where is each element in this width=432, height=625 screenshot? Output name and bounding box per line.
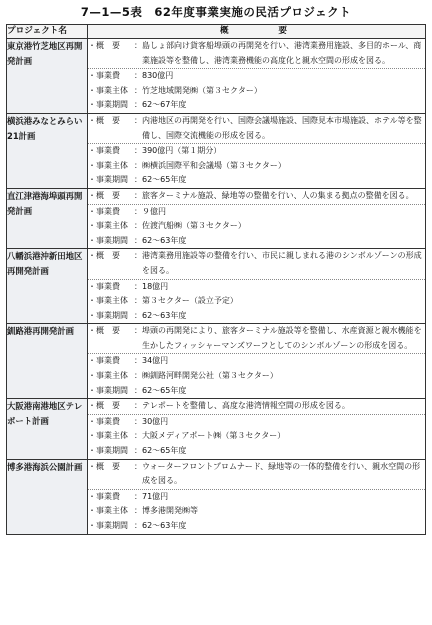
body-line: ・ 事業主体 ： 博多港開発㈱等 [88, 504, 425, 519]
body-label: ・ 事業主体 [88, 504, 134, 519]
projects-table [6, 24, 426, 535]
period-label: ・ 事業期間 [88, 444, 134, 459]
cost-value: 71億円 [142, 491, 169, 501]
body-value: 佐渡汽船㈱（第３セクター） [142, 221, 246, 231]
summary-text: ウォーターフロントプロムナード、緑地等の一体的整備を行い、親水空間の形成を図る。 [142, 461, 421, 486]
period-value: 62～65年度 [142, 385, 187, 395]
cost-value: 18億円 [142, 281, 169, 291]
table-header-row [7, 25, 426, 39]
period-line: ・ 事業期間 ： 62～63年度 [88, 519, 425, 534]
project-details [88, 399, 426, 459]
summary-label: ・ 概 要 [88, 114, 134, 143]
summary-label: ・ 概 要 [88, 324, 134, 353]
cost-label: ・ 事業費 [88, 415, 134, 430]
table-row [7, 39, 426, 114]
summary-label: ・ 概 要 [88, 189, 134, 204]
project-name: 大阪港南港地区テレポート計画 [7, 399, 88, 459]
summary-text: 港湾業務用施設等の整備を行い、市民に親しまれる港のシンボルゾーンの形成を図る。 [142, 251, 422, 275]
summary-label: ・ 概 要 [88, 39, 134, 68]
cost-label: ・ 事業費 [88, 490, 134, 505]
body-line: ・ 事業主体 ： 第３セクター（設立予定） [88, 294, 425, 309]
column-header-project: プロジェクト名 [7, 25, 88, 39]
period-line: ・ 事業期間 ： 62～65年度 [88, 173, 425, 188]
summary-label: ・ 概 要 [88, 249, 134, 278]
cost-line: ・ 事業費 ： 18億円 [88, 280, 425, 295]
table-row [7, 249, 426, 324]
body-value: ㈱横浜国際平和会議場（第３セクター） [142, 160, 286, 170]
cost-label: ・ 事業費 [88, 144, 134, 159]
cost-label: ・ 事業費 [88, 354, 134, 369]
summary-label: ・ 概 要 [88, 460, 134, 489]
period-value: 62～65年度 [142, 175, 187, 185]
table-row [7, 399, 426, 459]
period-label: ・ 事業期間 [88, 234, 134, 249]
body-value: 博多港開発㈱等 [142, 506, 198, 516]
body-label: ・ 事業主体 [88, 429, 134, 444]
body-label: ・ 事業主体 [88, 294, 134, 309]
period-line: ・ 事業期間 ： 62～65年度 [88, 384, 425, 399]
cost-line: ・ 事業費 ： 30億円 [88, 415, 425, 430]
summary-text: 内港地区の再開発を行い、国際会議場施設、国際見本市場施設、ホテル等を整備し、国際交流機能の形成を図る。 [142, 115, 422, 140]
cost-value: 30億円 [142, 416, 169, 426]
body-line: ・ 事業主体 ： 竹芝地域開発㈱（第３セクター） [88, 84, 425, 99]
project-name: 博多港海浜公園計画 [7, 459, 88, 534]
project-details [88, 324, 426, 399]
body-value: 大阪メディアポート㈱（第３セクター） [142, 431, 286, 441]
project-details [88, 113, 426, 188]
period-value: 62～63年度 [142, 521, 187, 530]
period-line: ・ 事業期間 ： 62～65年度 [88, 444, 425, 459]
cost-line: ・ 事業費 ： 71億円 [88, 490, 425, 505]
project-details [88, 39, 426, 114]
body-line: ・ 事業主体 ： 大阪メディアポート㈱（第３セクター） [88, 429, 425, 444]
body-value: 竹芝地域開発㈱（第３セクター） [142, 85, 262, 95]
period-value: 62～67年度 [142, 100, 187, 110]
period-label: ・ 事業期間 [88, 519, 134, 534]
cost-line: ・ 事業費 ： ９億円 [88, 205, 425, 220]
period-value: 62～63年度 [142, 310, 187, 320]
project-details [88, 249, 426, 324]
body-line: ・ 事業主体 ： ㈱釧路河畔開発公社（第３セクター） [88, 369, 425, 384]
period-label: ・ 事業期間 [88, 384, 134, 399]
period-value: 62～63年度 [142, 235, 187, 245]
cost-value: ９億円 [142, 206, 166, 216]
period-line: ・ 事業期間 ： 62～63年度 [88, 309, 425, 324]
period-line: ・ 事業期間 ： 62～63年度 [88, 234, 425, 249]
summary-line: ・ 概 要 ： テレポートを整備し、高度な港湾情報空間の形成を図る。 [88, 399, 425, 415]
summary-line: ・ 概 要 ： 港湾業務用施設等の整備を行い、市民に親しまれる港のシンボルゾーンの形成を図る。 [88, 249, 425, 279]
project-name: 東京港竹芝地区再開発計画 [7, 39, 88, 114]
summary-line: ・ 概 要 ： ウォーターフロントプロムナード、緑地等の一体的整備を行い、親水空間の形成を図る。 [88, 460, 425, 490]
project-name: 釧路港再開発計画 [7, 324, 88, 399]
cost-label: ・ 事業費 [88, 280, 134, 295]
summary-line: ・ 概 要 ： 旅客ターミナル施設、緑地等の整備を行い、人の集まる拠点の整備を図る。 [88, 189, 425, 205]
body-label: ・ 事業主体 [88, 84, 134, 99]
project-name: 八幡浜港沖新田地区再開発計画 [7, 249, 88, 324]
period-value: 62～65年度 [142, 446, 187, 456]
table-row [7, 188, 426, 248]
cost-value: 34億円 [142, 356, 169, 366]
table-body [7, 39, 426, 535]
cost-value: 390億円（第１期分） [142, 146, 222, 156]
body-line: ・ 事業主体 ： ㈱横浜国際平和会議場（第３セクター） [88, 159, 425, 174]
summary-line: ・ 概 要 ： 内港地区の再開発を行い、国際会議場施設、国際見本市場施設、ホテル等を整備し、国際交流機能の形成を図る。 [88, 114, 425, 144]
table-row [7, 459, 426, 534]
body-line: ・ 事業主体 ： 佐渡汽船㈱（第３セクター） [88, 219, 425, 234]
cost-value: 830億円 [142, 71, 174, 81]
cost-label: ・ 事業費 [88, 205, 134, 220]
project-details [88, 459, 426, 534]
period-label: ・ 事業期間 [88, 173, 134, 188]
body-label: ・ 事業主体 [88, 369, 134, 384]
body-label: ・ 事業主体 [88, 159, 134, 174]
summary-label: ・ 概 要 [88, 399, 134, 414]
summary-text: 旅客ターミナル施設、緑地等の整備を行い、人の集まる拠点の整備を図る。 [142, 190, 414, 200]
project-details [88, 188, 426, 248]
column-header-overview: 概 要 [88, 25, 426, 39]
cost-line: ・ 事業費 ： 830億円 [88, 69, 425, 84]
body-value: 第３セクター（設立予定） [142, 296, 238, 306]
table-row [7, 113, 426, 188]
body-label: ・ 事業主体 [88, 219, 134, 234]
table-title: 7—1—5表 62年度事業実施の民活プロジェクト [80, 5, 352, 19]
table-row [7, 324, 426, 399]
project-name: 横浜港みなとみらい21計画 [7, 113, 88, 188]
cost-label: ・ 事業費 [88, 69, 134, 84]
cost-line: ・ 事業費 ： 34億円 [88, 354, 425, 369]
project-name: 直江津港海埠頭再開発計画 [7, 188, 88, 248]
period-label: ・ 事業期間 [88, 98, 134, 113]
body-value: ㈱釧路河畔開発公社（第３セクター） [142, 371, 278, 381]
summary-text: テレポートを整備し、高度な港湾情報空間の形成を図る。 [142, 401, 350, 411]
cost-line: ・ 事業費 ： 390億円（第１期分） [88, 144, 425, 159]
summary-text: 島しょ部向け貨客船埠頭の再開発を行い、港湾業務用施設、多目的ホール、商業施設等を整備し、港湾業務機能の高度化と親水空間の形成を図る。 [142, 41, 422, 65]
period-line: ・ 事業期間 ： 62～67年度 [88, 98, 425, 113]
summary-line: ・ 概 要 ： 島しょ部向け貨客船埠頭の再開発を行い、港湾業務用施設、多目的ホール、商業施設等を整備し、港湾業務機能の高度化と親水空間の形成を図る。 [88, 39, 425, 69]
period-label: ・ 事業期間 [88, 309, 134, 324]
summary-text: 埠頭の再開発により、旅客ターミナル施設等を整備し、水産資源と親水機能を生かしたフィッシャーマンズワーフとしてのシンボルゾーンの形成を図る。 [142, 326, 422, 350]
summary-line: ・ 概 要 ： 埠頭の再開発により、旅客ターミナル施設等を整備し、水産資源と親水機能を生かしたフィッシャーマンズワーフとしてのシンボルゾーンの形成を図る。 [88, 324, 425, 354]
